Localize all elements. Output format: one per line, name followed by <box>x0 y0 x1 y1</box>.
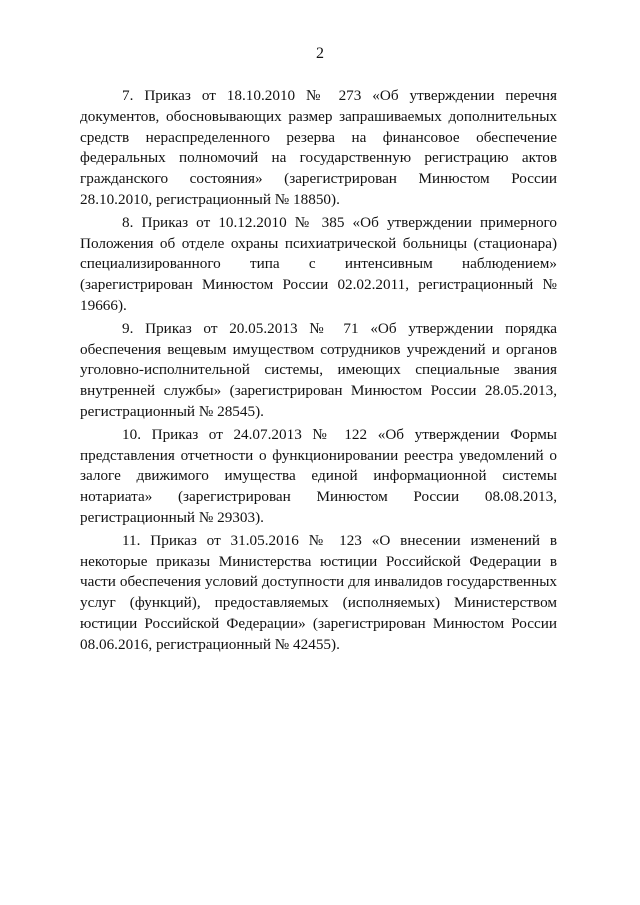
item-text: Приказ от 24.07.2013 № 122 «Об утверждении Формы представления отчетности о функционировании реестра уведомлений о залоге движимого имущества единой информационной системы нотариата» (зарегистрирован Минюстом России 08.08.2013, регистрационный № 29303). <box>80 425 558 526</box>
item-text: Приказ от 10.12.2010 № 385 «Об утверждении примерного Положения об отделе охраны психиатрической больницы (стационара) специализированного типа с интенсивным наблюдением» (зарегистрирован Минюстом России 02.02.2011, регистрационный № 19666). <box>80 213 558 314</box>
list-item-11 <box>80 531 557 656</box>
item-text: Приказ от 18.10.2010 № 273 «Об утверждении перечня документов, обосновывающих размер запрашиваемых дополнительных средств нераспределенного резерва на финансовое обеспечение федеральных полномочий на государственную регистрацию актов гражданского состояния» (зарегистрирован Минюстом России 28.10.2010, регистрационный № 18850). <box>80 87 558 208</box>
item-number: 7. <box>122 87 134 104</box>
item-number: 8. <box>122 213 134 231</box>
list-item-7 <box>80 86 557 211</box>
item-number: 11. <box>122 531 141 549</box>
list-item-9 <box>80 319 557 423</box>
item-text: Приказ от 20.05.2013 № 71 «Об утверждении порядка обеспечения вещевым имуществом сотрудников учреждений и органов уголовно-исполнительной системы, имеющих специальные звания внутренней службы» (зарегистрирован Минюстом России 28.05.2013, регистрационный № 28545). <box>80 319 557 420</box>
item-text: Приказ от 31.05.2016 № 123 «О внесении изменений в некоторые приказы Министерства юстиции Российской Федерации в части обеспечения условий доступности для инвалидов государственных услуг (функций), предоставляемых (исполняемых) Министерством юстиции Российской Федерации» (зарегистрирован Минюстом России 08.06.2016, регистрационный № 42455). <box>80 531 557 653</box>
page-number: 2 <box>316 45 324 62</box>
list-item-8 <box>80 213 557 317</box>
item-number: 10. <box>122 425 141 443</box>
document-body <box>80 86 557 658</box>
list-item-10 <box>80 425 557 529</box>
item-number: 9. <box>122 319 134 337</box>
